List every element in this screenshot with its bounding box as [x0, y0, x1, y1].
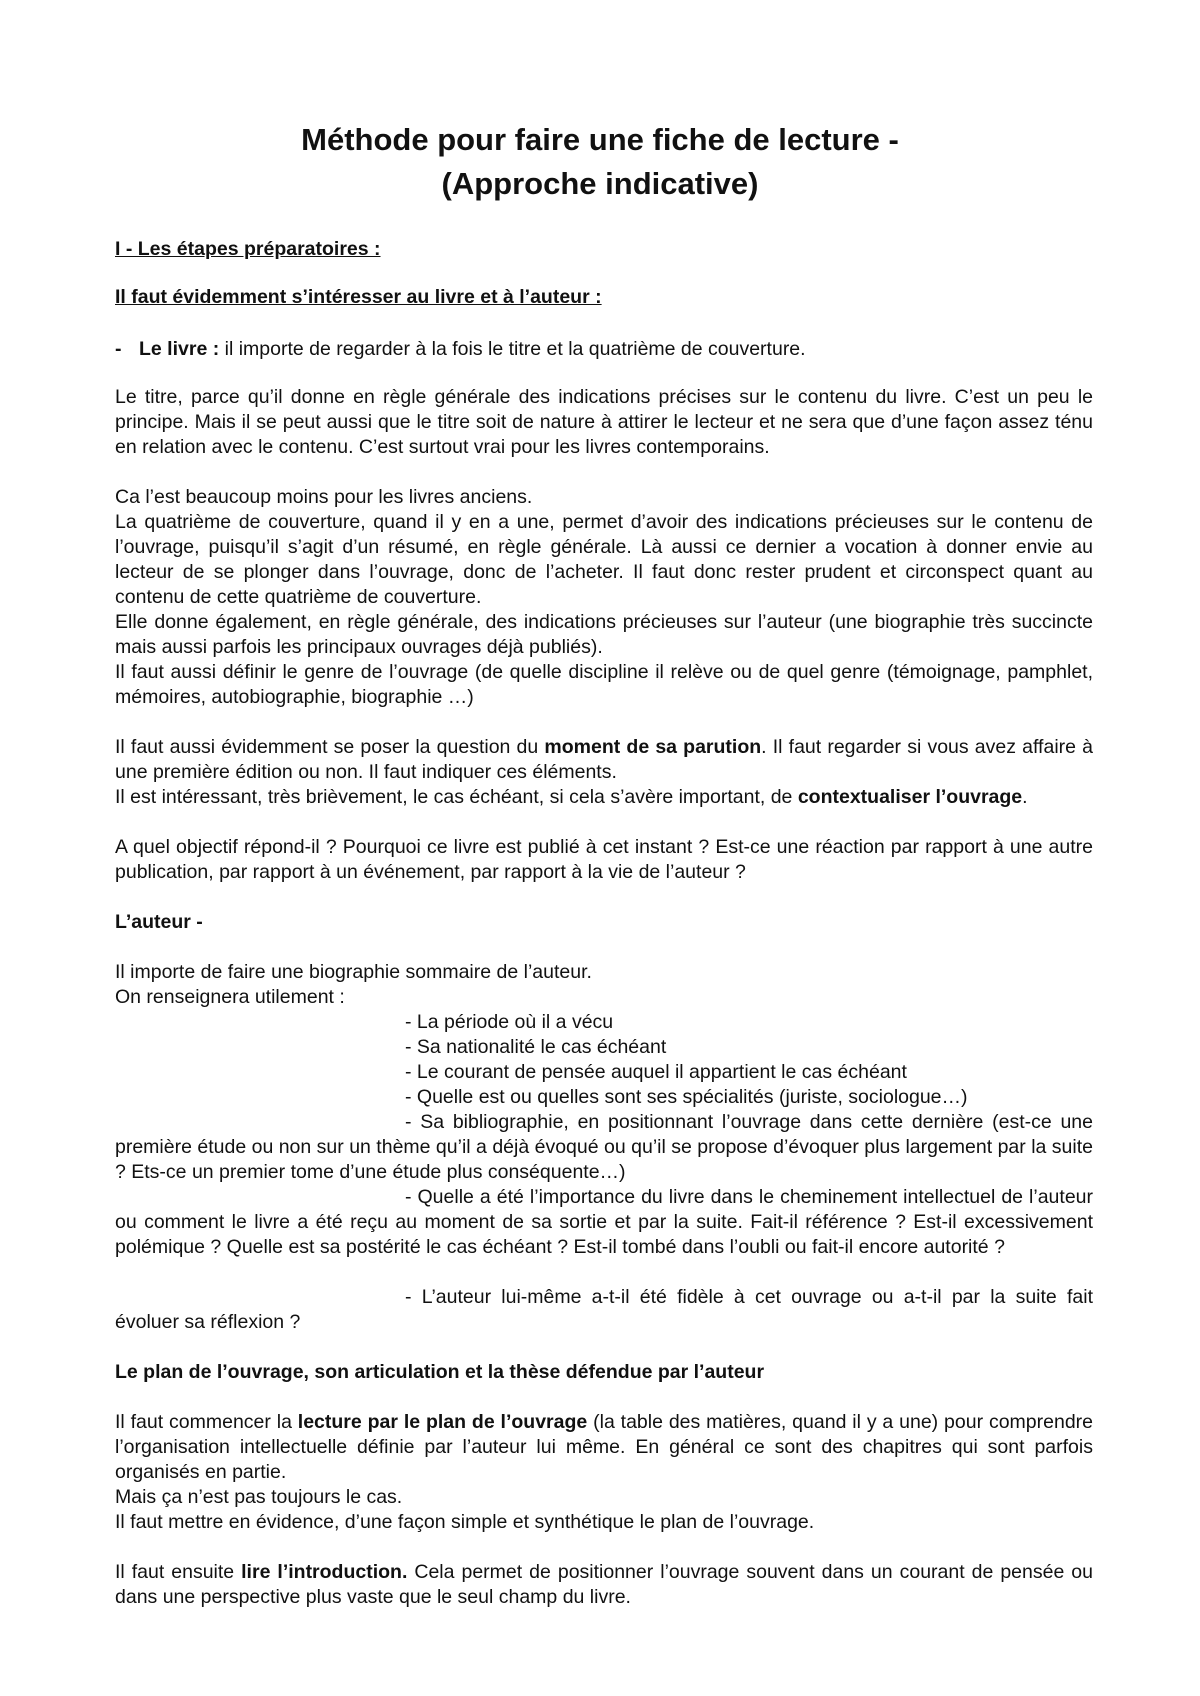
auteur-item-nationalite: - Sa nationalité le cas échéant — [405, 1036, 667, 1058]
contexte-text-post: . — [1022, 786, 1028, 808]
parution-text-bold: moment de sa parution — [544, 736, 762, 758]
section-heading-etapes: I - Les étapes préparatoires : — [115, 238, 381, 260]
document-title-line-1: Méthode pour faire une fiche de lecture - — [301, 122, 899, 157]
contexte-text-pre: Il est intéressant, très brièvement, le cas échéant, si cela s’avère important, de — [115, 786, 798, 808]
livre-label: Le livre : — [139, 338, 220, 360]
livre-intro-text: il importe de regarder à la fois le titre et la quatrième de couverture. — [219, 338, 806, 360]
plan-lecture-bold: lecture par le plan de l’ouvrage — [297, 1411, 588, 1433]
livre-paragraph-genre: Il faut aussi définir le genre de l’ouvrage (de quelle discipline il relève ou de quel genre (témoignage, pamphlet, mémoires, autobiographie, biographie …) — [115, 661, 1093, 708]
plan-paragraph-lecture: Il faut commencer la lecture par le plan de l’ouvrage (la table des matières, quand il y a une) pour comprendre l’organisation intellectuelle définie par l’auteur lui même. En général ce sont des chapitres qui sont parfois organisés en partie. — [115, 1411, 1093, 1483]
auteur-paragraph-biographie: Il importe de faire une biographie sommaire de l’auteur. — [115, 961, 592, 983]
auteur-heading: L’auteur - — [115, 911, 203, 933]
livre-paragraph-quatrieme: La quatrième de couverture, quand il y en a une, permet d’avoir des indications précieuses sur le contenu de l’ouvrage, puisqu’il s’agit d’un résumé, en règle générale. Là aussi ce dernier a vocation à donner envie au lecteur de se plonger dans l’ouvrage, donc de l’acheter. Il faut donc rester prudent et circonspect quant au contenu de cette quatrième de couverture. — [115, 511, 1093, 608]
auteur-item-periode: - La période où il a vécu — [405, 1011, 614, 1033]
plan-paragraph-evidence: Il faut mettre en évidence, d’une façon simple et synthétique le plan de l’ouvrage. — [115, 1511, 815, 1533]
plan-paragraph-pas-toujours: Mais ça n’est pas toujours le cas. — [115, 1486, 403, 1508]
livre-paragraph-parution — [115, 735, 1093, 785]
livre-paragraph-contexte — [115, 785, 1093, 810]
auteur-item-courant: - Le courant de pensée auquel il appartient le cas échéant — [405, 1061, 907, 1083]
livre-paragraph-objectif: A quel objectif répond-il ? Pourquoi ce livre est publié à cet instant ? Est-ce une réaction par rapport à une autre publication, par rapport à un événement, par rapport à la vie de l’auteur ? — [115, 836, 1093, 883]
parution-text-post: . Il faut regarder si vous avez affaire à une première édition ou non. Il faut indiquer ces éléments. — [115, 736, 1093, 783]
livre-paragraph-titre: Le titre, parce qu’il donne en règle générale des indications précises sur le contenu du livre. C’est un peu le principe. Mais il se peut aussi que le titre soit de nature à attirer le lecteur et ne sera que d’une façon assez ténu en relation avec le contenu. C’est surtout vrai pour les livres contemporains. — [115, 386, 1093, 458]
livre-intro-line — [115, 337, 1093, 362]
auteur-item-importance: - Quelle a été l’importance du livre dans le cheminement intellectuel de l’auteur ou comment le livre a été reçu au moment de sa sortie et par la suite. Fait-il référence ? Est-il excessivement polémique ? Quelle est sa postérité le cas échéant ? Est-il tombé dans l’oubli ou fait-il encore autorité ? — [115, 1186, 1093, 1258]
plan-paragraph-introduction: Il faut ensuite lire l’introduction. Cela permet de positionner l’ouvrage souvent dans un courant de pensée ou dans une perspective plus vaste que le seul champ du livre. — [115, 1561, 1093, 1608]
plan-introduction-bold: lire l’introduction. — [241, 1561, 408, 1583]
plan-heading: Le plan de l’ouvrage, son articulation et la thèse défendue par l’auteur — [115, 1361, 765, 1383]
parution-text-pre: Il faut aussi évidemment se poser la question du — [115, 736, 545, 758]
dash-bullet: - — [115, 338, 122, 360]
auteur-item-fidelite: - L’auteur lui-même a-t-il été fidèle à cet ouvrage ou a-t-il par la suite fait évoluer sa réflexion ? — [115, 1286, 1093, 1333]
auteur-paragraph-renseigner: On renseignera utilement : — [115, 986, 345, 1008]
livre-paragraph-auteur-infos: Elle donne également, en règle générale, des indications précieuses sur l’auteur (une biographie très succincte mais aussi parfois les principaux ouvrages déjà publiés). — [115, 611, 1093, 658]
document-title-line-2: (Approche indicative) — [441, 166, 759, 201]
auteur-item-specialites: - Quelle est ou quelles sont ses spécialités (juriste, sociologue…) — [405, 1086, 968, 1108]
auteur-item-bibliographie: - Sa bibliographie, en positionnant l’ouvrage dans cette dernière (est-ce une première étude ou non sur un thème qu’il a déjà évoqué ou qu’il se propose d’évoquer plus largement par la suite ? Ets-ce un premier tome d’une étude plus conséquente…) — [115, 1111, 1093, 1183]
section-subheading-livre-auteur: Il faut évidemment s’intéresser au livre et à l’auteur : — [115, 286, 602, 308]
livre-paragraph-anciens: Ca l’est beaucoup moins pour les livres anciens. — [115, 486, 533, 508]
contexte-text-bold: contextualiser l’ouvrage — [797, 786, 1023, 808]
